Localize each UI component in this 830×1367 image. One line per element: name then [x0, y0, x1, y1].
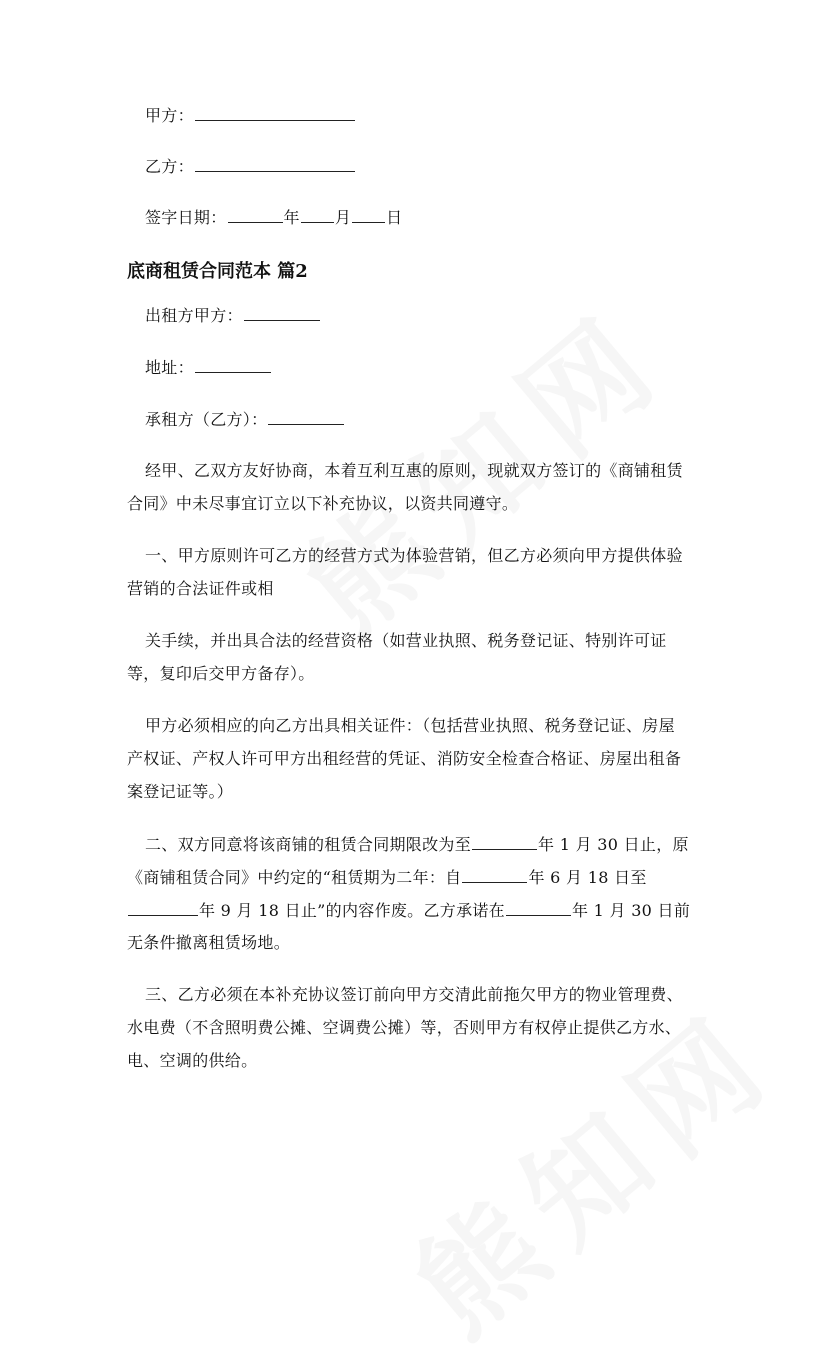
address-blank[interactable]: [195, 354, 271, 373]
clause-3-line-3: 电、空调的供给。: [127, 1051, 258, 1070]
clause-2-line-1: [145, 831, 689, 858]
intro-line-2: 合同》中未尽事宜订立以下补充协议，以资共同遵守。: [127, 494, 519, 513]
section-heading: 底商租赁合同范本 篇2: [127, 261, 308, 282]
party-b-blank[interactable]: [195, 153, 355, 172]
clause-2-text: 《商铺租赁合同》中约定的“租赁期为二年：自: [127, 868, 462, 887]
clause-1c-line-2: 产权证、产权人许可甲方出租经营的凭证、消防安全检查合格证、房屋出租备: [127, 749, 682, 768]
clause-2-text: 年 1 月 30 日止，原: [538, 835, 689, 854]
party-b-label: 乙方：: [145, 157, 194, 176]
party-a-signature-line: [145, 102, 356, 129]
clause-2-line-3: [127, 897, 690, 924]
clause-1-line-1: 一、甲方原则许可乙方的经营方式为体验营销，但乙方必须向甲方提供体验: [145, 546, 683, 565]
clause-2-line-2: [127, 864, 647, 891]
clause-1b-line-2: 等，复印后交甲方备存）。: [127, 664, 315, 683]
clause-2-text: 二、双方同意将该商铺的租赁合同期限改为至: [145, 835, 472, 854]
month-blank[interactable]: [301, 204, 334, 223]
lessor-label: 出租方甲方：: [145, 306, 243, 325]
term-end-year-blank[interactable]: [472, 831, 537, 850]
clause-3-line-1: 三、乙方必须在本补充协议签订前向甲方交清此前拖欠甲方的物业管理费、: [145, 985, 683, 1004]
vacate-year-blank[interactable]: [506, 897, 571, 916]
address-label: 地址：: [145, 358, 194, 377]
party-a-label: 甲方：: [145, 106, 194, 125]
day-blank[interactable]: [352, 204, 385, 223]
lessee-label: 承租方（乙方）：: [145, 410, 268, 429]
month-label: 月: [334, 208, 352, 227]
intro-line-1: 经甲、乙双方友好协商，本着互利互惠的原则，现就双方签订的《商铺租赁: [145, 461, 683, 480]
clause-1c-line-1: 甲方必须相应的向乙方出具相关证件：（包括营业执照、税务登记证、房屋: [145, 716, 675, 735]
lessee-blank[interactable]: [268, 406, 344, 425]
day-label: 日: [386, 208, 403, 227]
year-blank[interactable]: [228, 204, 283, 223]
clause-3-line-2: 水电费（不含照明费公摊、空调费公摊）等，否则甲方有权停止提供乙方水、: [127, 1018, 682, 1037]
sign-date-label: 签字日期：: [145, 208, 227, 227]
address-line: [145, 354, 272, 381]
clause-2-text: 年 1 月 30 日前: [571, 901, 691, 920]
clause-1c-line-3: 案登记证等。）: [127, 782, 234, 801]
lessee-line: [145, 406, 345, 433]
lessor-line: [145, 302, 321, 329]
sign-date-line: [145, 204, 402, 231]
clause-2-text: 年 9 月 18 日止”的内容作废。乙方承诺在: [199, 901, 505, 920]
clause-1b-line-1: 关手续，并出具合法的经营资格（如营业执照、税务登记证、特别许可证: [145, 631, 667, 650]
party-b-signature-line: [145, 153, 356, 180]
clause-2-line-4: 无条件撤离租赁场地。: [127, 933, 291, 952]
clause-1-line-2: 营销的合法证件或相: [127, 579, 274, 598]
lessor-blank[interactable]: [244, 302, 320, 321]
term-start-year-blank[interactable]: [462, 864, 527, 883]
party-a-blank[interactable]: [195, 102, 355, 121]
year-label: 年: [283, 208, 300, 227]
original-end-year-blank[interactable]: [128, 897, 198, 916]
clause-2-text: 年 6 月 18 日至: [528, 868, 647, 887]
